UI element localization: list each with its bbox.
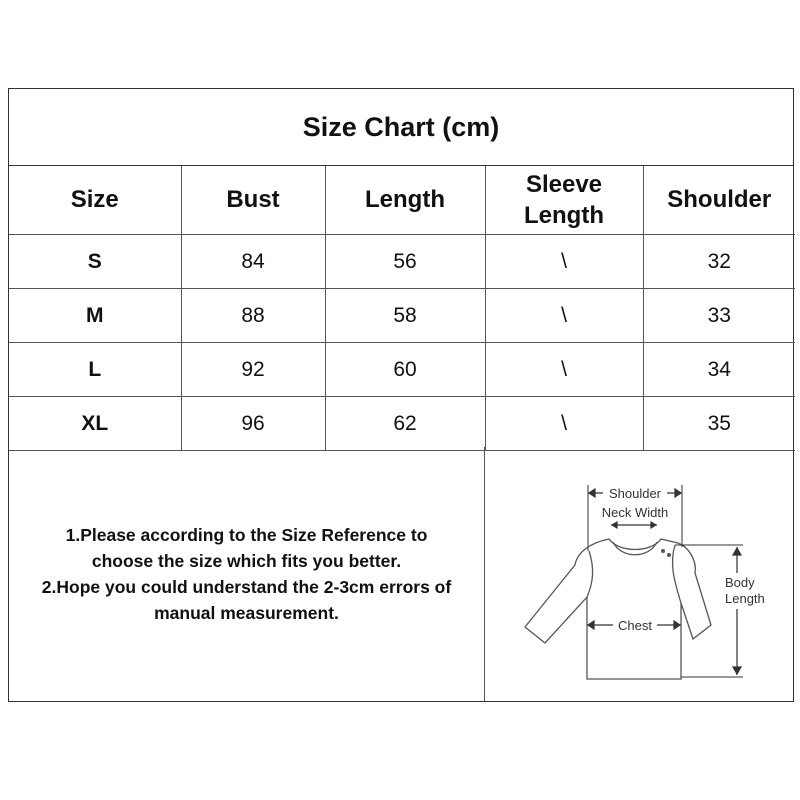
header-sleeve-length-label: Sleeve Length — [524, 170, 604, 229]
size-cell: S — [9, 235, 181, 289]
shoulder-cell: 32 — [643, 235, 795, 289]
header-shoulder: Shoulder — [643, 166, 795, 235]
size-cell: M — [9, 289, 181, 343]
measurement-diagram — [485, 447, 795, 701]
header-size: Size — [9, 166, 181, 235]
body-length-label-line1: Body — [725, 575, 755, 590]
size-notes — [9, 447, 485, 701]
note-line: manual measurement. — [154, 603, 339, 623]
header-length: Length — [325, 166, 485, 235]
neck-width-label: Neck Width — [601, 505, 669, 520]
sleeve-length-cell: \ — [485, 343, 643, 397]
bust-cell: 92 — [181, 343, 325, 397]
chart-title: Size Chart (cm) — [9, 89, 793, 166]
garment-outline — [525, 539, 711, 679]
sleeve-seam — [587, 551, 593, 597]
button-detail — [667, 553, 671, 557]
size-chart-sheet — [8, 88, 794, 702]
table-header-row — [9, 166, 795, 235]
sleeve-length-cell: \ — [485, 397, 643, 451]
table-row — [9, 289, 795, 343]
body-length-label-line2: Length — [725, 591, 765, 606]
bottom-section — [9, 447, 793, 701]
bust-cell: 88 — [181, 289, 325, 343]
chest-label: Chest — [618, 618, 652, 633]
size-cell: XL — [9, 397, 181, 451]
table-row — [9, 397, 795, 451]
size-cell: L — [9, 343, 181, 397]
length-cell: 56 — [325, 235, 485, 289]
note-line: choose the size which fits you better. — [91, 551, 402, 571]
note-line: 1.Please according to the Size Reference to — [65, 525, 428, 545]
size-table — [9, 166, 795, 451]
button-detail — [661, 549, 665, 553]
bust-cell: 96 — [181, 397, 325, 451]
table-row — [9, 343, 795, 397]
header-bust: Bust — [181, 166, 325, 235]
length-cell: 60 — [325, 343, 485, 397]
sleeve-length-cell: \ — [485, 289, 643, 343]
header-sleeve-length — [485, 166, 643, 235]
shoulder-cell: 33 — [643, 289, 795, 343]
shoulder-label: Shoulder — [608, 486, 662, 501]
neckline — [613, 542, 657, 555]
sleeve-seam — [673, 545, 681, 603]
shoulder-cell: 34 — [643, 343, 795, 397]
note-line: 2.Hope you could understand the 2-3cm errors of — [41, 577, 452, 597]
length-cell: 58 — [325, 289, 485, 343]
sleeve-length-cell: \ — [485, 235, 643, 289]
bust-cell: 84 — [181, 235, 325, 289]
length-cell: 62 — [325, 397, 485, 451]
table-row — [9, 235, 795, 289]
shoulder-cell: 35 — [643, 397, 795, 451]
sweater-diagram — [485, 447, 795, 701]
